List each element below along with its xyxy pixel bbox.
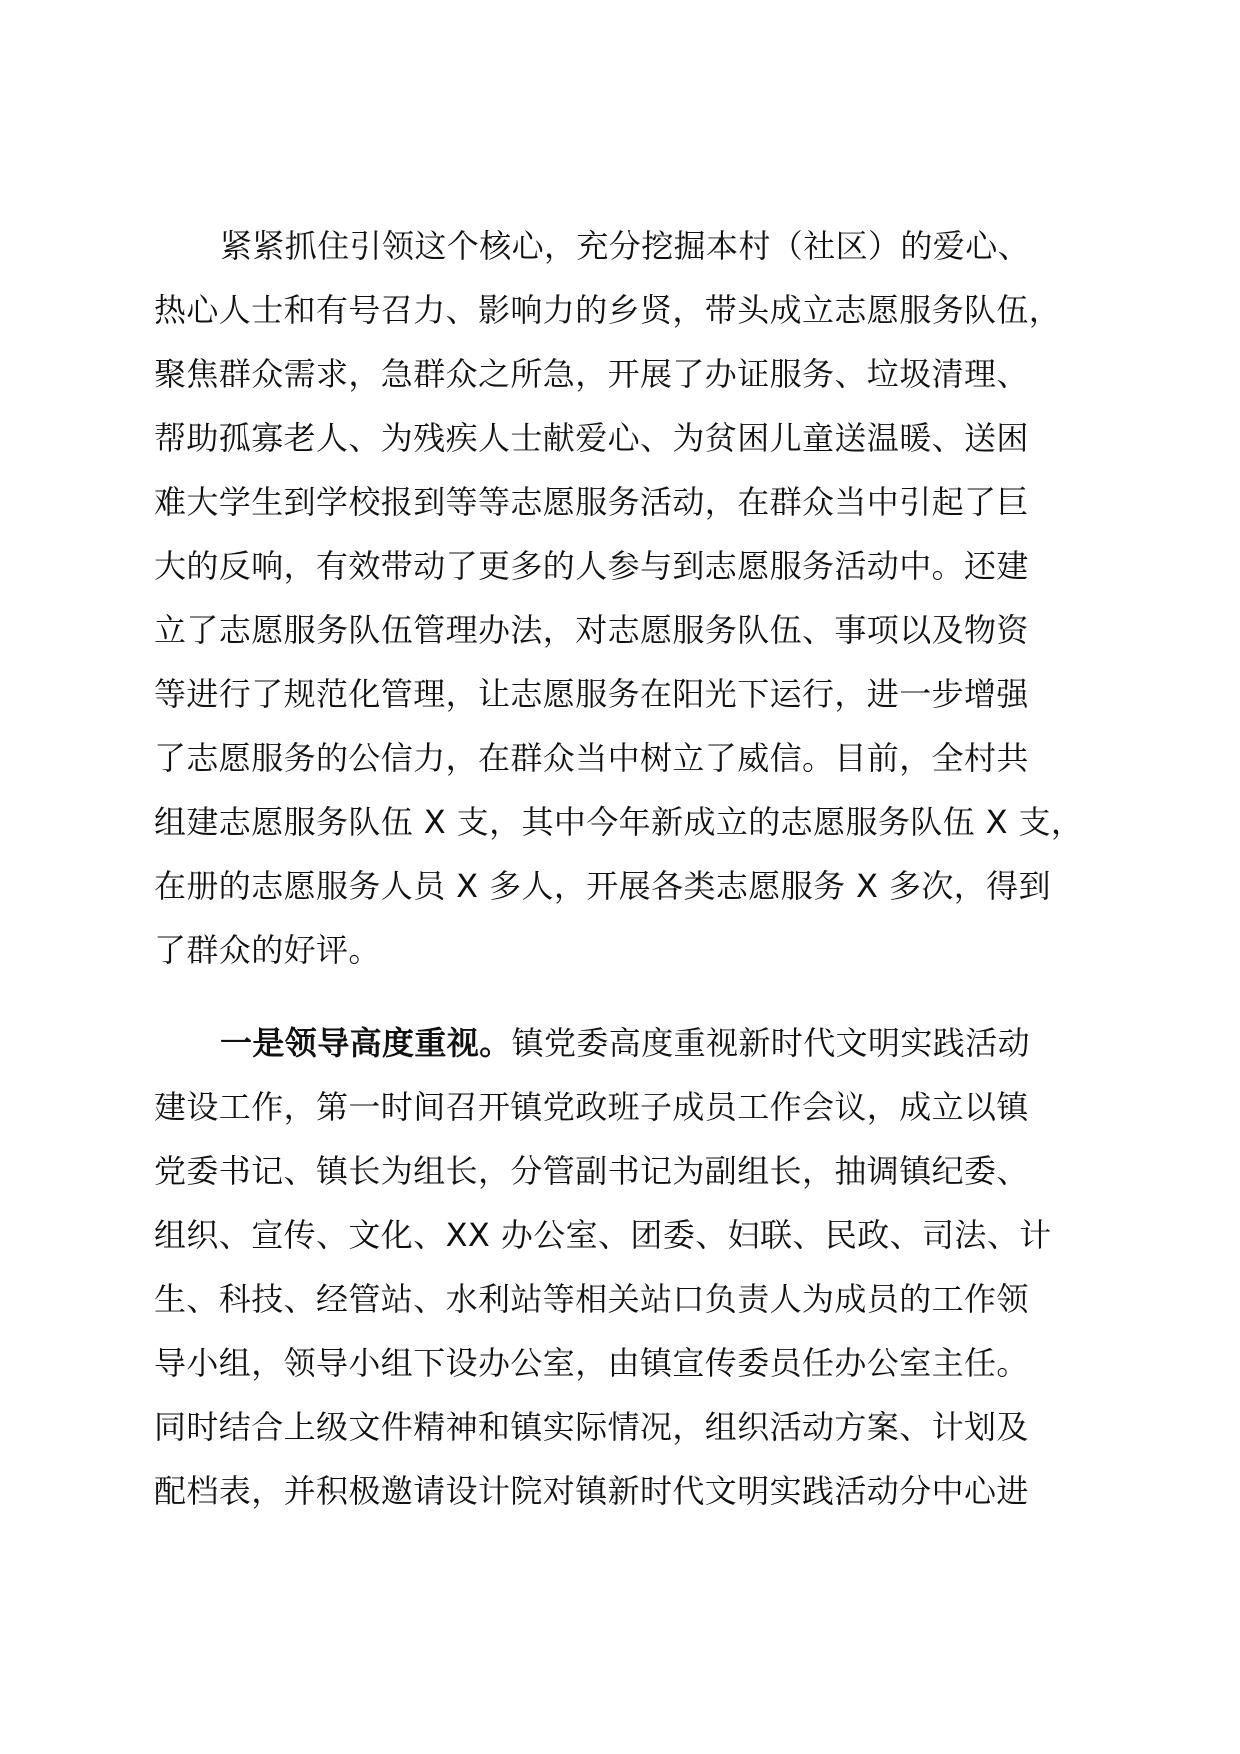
paragraph-line: 立了志愿服务队伍管理办法，对志愿服务队伍、事项以及物资 [154,611,1029,649]
paragraph-line: 党委书记、镇长为组长，分管副书记为副组长，抽调镇纪委、 [154,1152,1029,1190]
paragraph-heading: 一是领导高度重视。 [220,1024,512,1062]
paragraph-line: 帮助孤寡老人、为残疾人士献爱心、为贫困儿童送温暖、送困 [154,419,1029,457]
paragraph-line: 同时结合上级文件精神和镇实际情况，组织活动方案、计划及 [154,1408,1029,1446]
paragraph-line: 组织、宣传、文化、XX 办公室、团委、妇联、民政、司法、计 [154,1216,1052,1254]
paragraph-first-line [154,1011,1114,1075]
paragraph-line: 生、科技、经管站、水利站等相关站口负责人为成员的工作领 [154,1280,1029,1318]
paragraph-first-line-text: 镇党委高度重视新时代文明实践活动 [511,1024,1031,1062]
paragraph-line: 难大学生到学校报到等等志愿服务活动，在群众当中引起了巨 [154,483,1029,521]
paragraph-line: 配档表，并积极邀请设计院对镇新时代文明实践活动分中心进 [154,1472,1029,1510]
paragraph-line: 聚焦群众需求，急群众之所急，开展了办证服务、垃圾清理、 [154,355,1029,393]
paragraph-line: 了志愿服务的公信力，在群众当中树立了威信。目前，全村共 [154,739,1029,777]
paragraph-line: 在册的志愿服务人员 X 多人，开展各类志愿服务 X 多次，得到 [154,867,1051,905]
paragraph-line: 等进行了规范化管理，让志愿服务在阳光下运行，进一步增强 [154,675,1029,713]
paragraph-leadership [154,1011,1114,1523]
paragraph-line: 了群众的好评。 [154,931,381,969]
paragraph-line: 大的反响，有效带动了更多的人参与到志愿服务活动中。还建 [154,547,1029,585]
paragraph-line: 热心人士和有号召力、影响力的乡贤，带头成立志愿服务队伍， [154,291,1062,329]
paragraph-line: 导小组，领导小组下设办公室，由镇宣传委员任办公室主任。 [154,1344,1029,1382]
paragraph-volunteer-service [154,214,1114,982]
paragraph-line: 组建志愿服务队伍 X 支，其中今年新成立的志愿服务队伍 X 支， [154,803,1084,841]
paragraph-line: 建设工作，第一时间召开镇党政班子成员工作会议，成立以镇 [154,1088,1029,1126]
paragraph-line: 紧紧抓住引领这个核心，充分挖掘本村（社区）的爱心、 [220,227,1031,265]
